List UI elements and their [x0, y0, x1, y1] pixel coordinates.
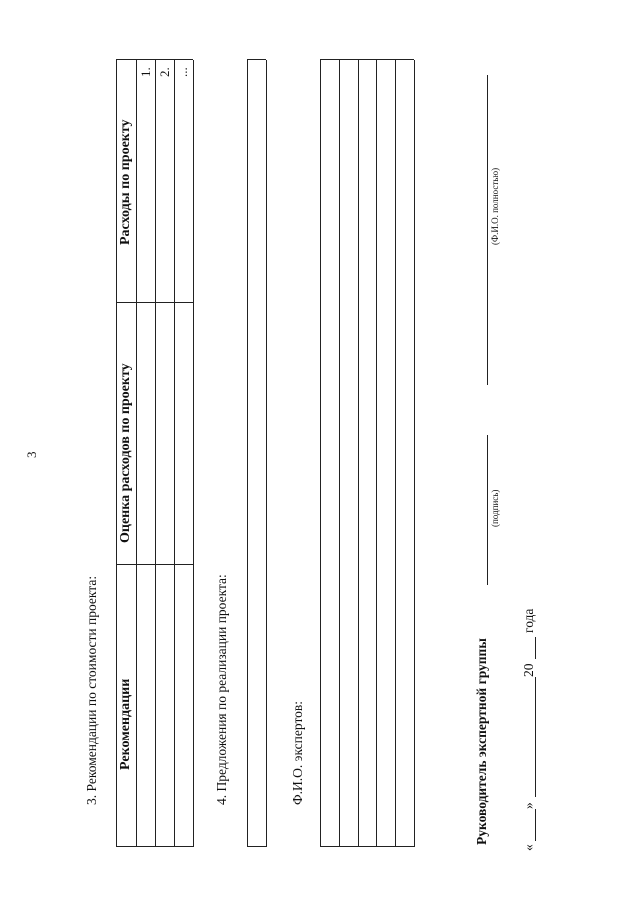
date-year-suffix: года: [521, 608, 536, 633]
name-line: [487, 75, 488, 385]
section-4-heading: 4. Предложения по реализации проекта:: [214, 574, 229, 805]
date-quote-open: «: [521, 844, 536, 851]
signature-line: [487, 435, 488, 585]
signature-caption: (подпись): [490, 489, 500, 527]
table-row-number: 2.: [157, 67, 172, 77]
group-leader-label: Руководитель экспертной группы: [474, 638, 489, 845]
column-header-recommendations: Рекомендации: [118, 678, 133, 770]
experts-heading: Ф.И.О. экспертов:: [290, 700, 305, 805]
page-number: 3: [24, 451, 39, 458]
date-quote-close: »: [521, 802, 536, 809]
column-header-estimate: Оценка расходов по проекту: [118, 363, 133, 543]
table-row-number: ...: [175, 67, 190, 77]
name-caption: (Ф.И.О. полностью): [490, 167, 500, 245]
section-3-heading: 3. Рекомендации по стоимости проекта:: [84, 575, 99, 805]
date-century: 20: [521, 663, 536, 677]
table-row-number: 1.: [138, 67, 153, 77]
column-header-expenses: Расходы по проекту: [118, 119, 133, 245]
